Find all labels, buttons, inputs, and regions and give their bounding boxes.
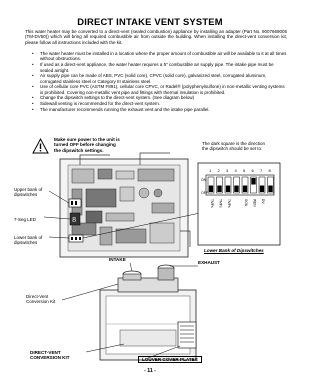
dipswitch-knob <box>260 186 264 193</box>
switch-number: 3 <box>226 168 229 173</box>
upper-bank-label: Upper bank of dipswitches <box>14 187 43 198</box>
svg-text:8: 8 <box>72 217 77 225</box>
intake-label: INTAKE <box>109 257 126 262</box>
mode-label: DV <box>261 199 265 204</box>
list-item: • If used as a direct-vent appliance, the water heater requires a 5" combustible air supply pipe. The intake pipe must be sealed airtight. <box>30 62 288 73</box>
lower-bank-caption: Lower Bank of Dipswitches <box>204 248 264 253</box>
conversion-kit-figure <box>20 257 290 365</box>
on-label: ON <box>201 178 207 182</box>
dipswitch-knob <box>251 178 255 185</box>
warning-icon <box>33 139 48 153</box>
intro-paragraph: This water heater may be converted to a direct-vent (sealed combustion) appliance by installing an adapter (Part No. 9007669005 (TM-DV50)) which will bring all required combustible air from outside the building. When installing the direct-vent conversion kit, please follow all instructions included with the kit. <box>25 29 287 45</box>
power-off-note: Make sure power to the unit is turned OFF before changing the dipswitch settings. <box>54 137 120 153</box>
page-number: - 11 - <box>144 368 156 374</box>
page-title: DIRECT INTAKE VENT SYSTEM <box>77 16 223 27</box>
dipswitch-figure <box>14 131 290 260</box>
dipswitch-knob <box>217 186 221 193</box>
dipswitch-knob <box>243 186 247 193</box>
dipswitch-knob <box>268 186 272 193</box>
conversion-kit-label: Direct-Vent Conversion Kit <box>26 294 56 305</box>
dark-square-note: The dark square is the direction the dipswitch should be set to. <box>202 141 266 152</box>
list-item: • Air supply pipe can be made of ABS, PVC (solid core), CPVC (solid core), galvanized steel, corrugated aluminum, corrugated stainless steel or Category III stainless steel. <box>30 73 288 84</box>
led-label: 7-Seg LED <box>14 217 37 222</box>
switch-number: 5 <box>243 168 246 173</box>
switch-number: 8 <box>268 168 271 173</box>
dipswitch-detail <box>198 163 280 245</box>
seven-segment-led <box>70 213 80 225</box>
vent-adapter <box>118 265 178 292</box>
mode-label: TMPs <box>218 199 223 208</box>
requirements-list <box>30 51 288 113</box>
upper-dipswitch-bank <box>69 199 81 207</box>
off-label: OFF <box>201 191 209 195</box>
exhaust-label: EXHAUST <box>198 260 220 265</box>
lower-dipswitch-bank <box>69 235 83 242</box>
mode-label: TMPs <box>210 199 214 208</box>
louver-cover-plates <box>178 322 196 348</box>
switch-number: 4 <box>234 168 237 173</box>
mode-label: WEN <box>252 199 257 207</box>
dipswitch-knob <box>226 186 230 193</box>
mode-label: TMPs <box>227 199 231 208</box>
list-item: • Use of cellular core PVC (ASTM F891), cellular core CPVC, or Radel® (polyphenylsulfone) in non-metallic venting systems is prohibited. Covering non-metallic vent pipe and fittings with thermal insulation is prohibited. <box>30 84 288 95</box>
list-item: • Sidewall venting is recommended for the direct-vent system. <box>30 101 288 106</box>
dipswitch-knob <box>234 186 238 193</box>
switch-number: 7 <box>260 168 263 173</box>
dipswitch-knob <box>209 186 213 193</box>
lower-bank-label: Lower bank of dipswitches <box>14 235 43 246</box>
conversion-kit-caption: DIRECT-VENT CONVERSION KIT <box>30 350 70 361</box>
mode-label: SOIL <box>244 199 248 207</box>
switch-number: 2 <box>217 168 220 173</box>
switch-number: 6 <box>251 168 254 173</box>
list-item: • The manufacturer recommends running the exhaust vent and the intake pipe parallel. <box>30 107 288 112</box>
switch-number: 1 <box>209 168 212 173</box>
list-item: • Change the dipswitch settings to the direct-vent system. (See diagram below) <box>30 95 288 100</box>
list-item: • The water heater must be installed in a location where the proper amount of combustible air will be available to it at all times without obstructions. <box>30 51 288 62</box>
louver-caption: LOUVER COVER PLATES <box>138 356 202 363</box>
